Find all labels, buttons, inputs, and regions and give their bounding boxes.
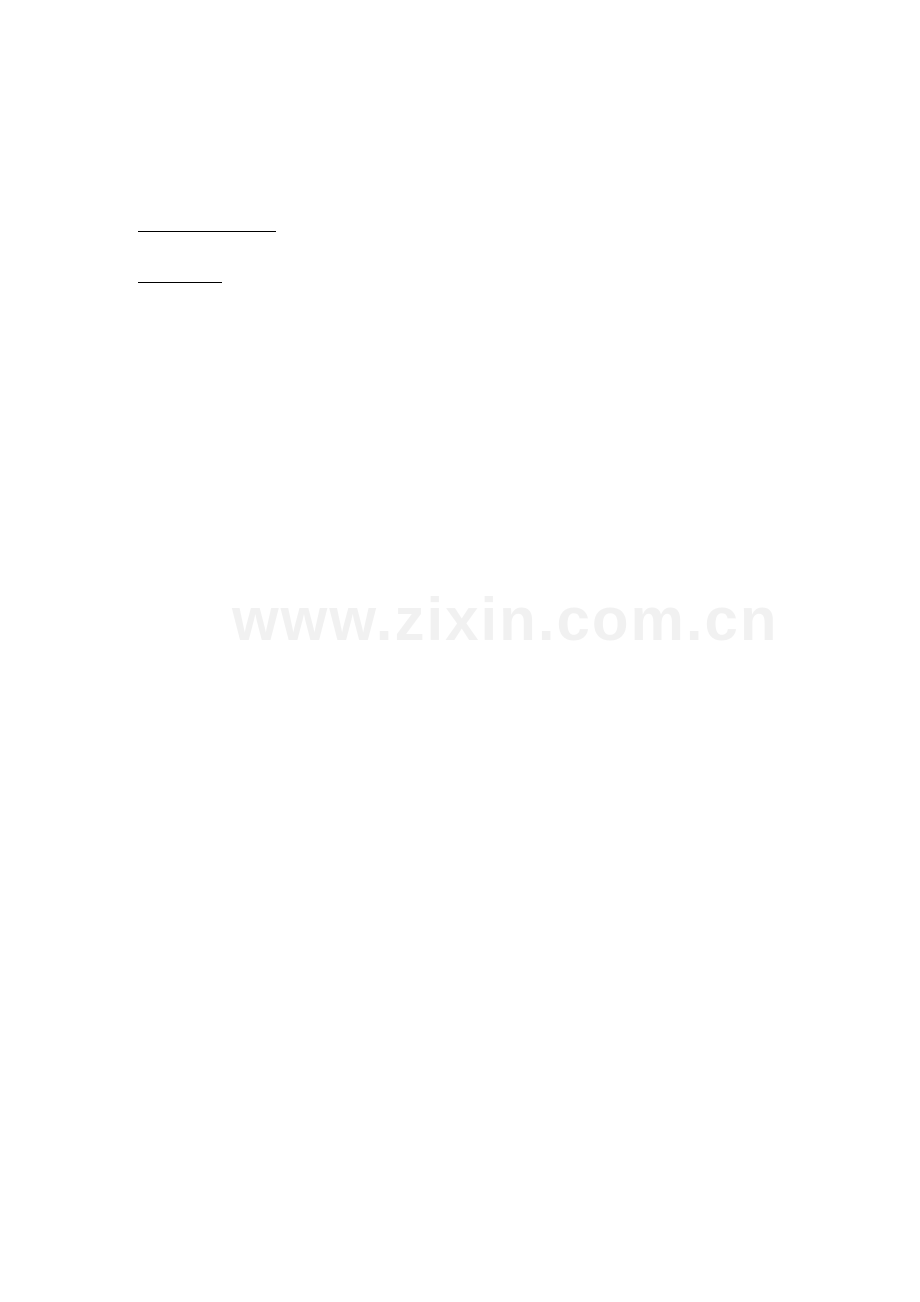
party-a-blank [138,215,276,232]
party-a-field [138,213,276,237]
party-b-blank [138,266,222,283]
watermark: www.zixin.com.cn [232,586,779,653]
party-b-field [138,264,222,288]
